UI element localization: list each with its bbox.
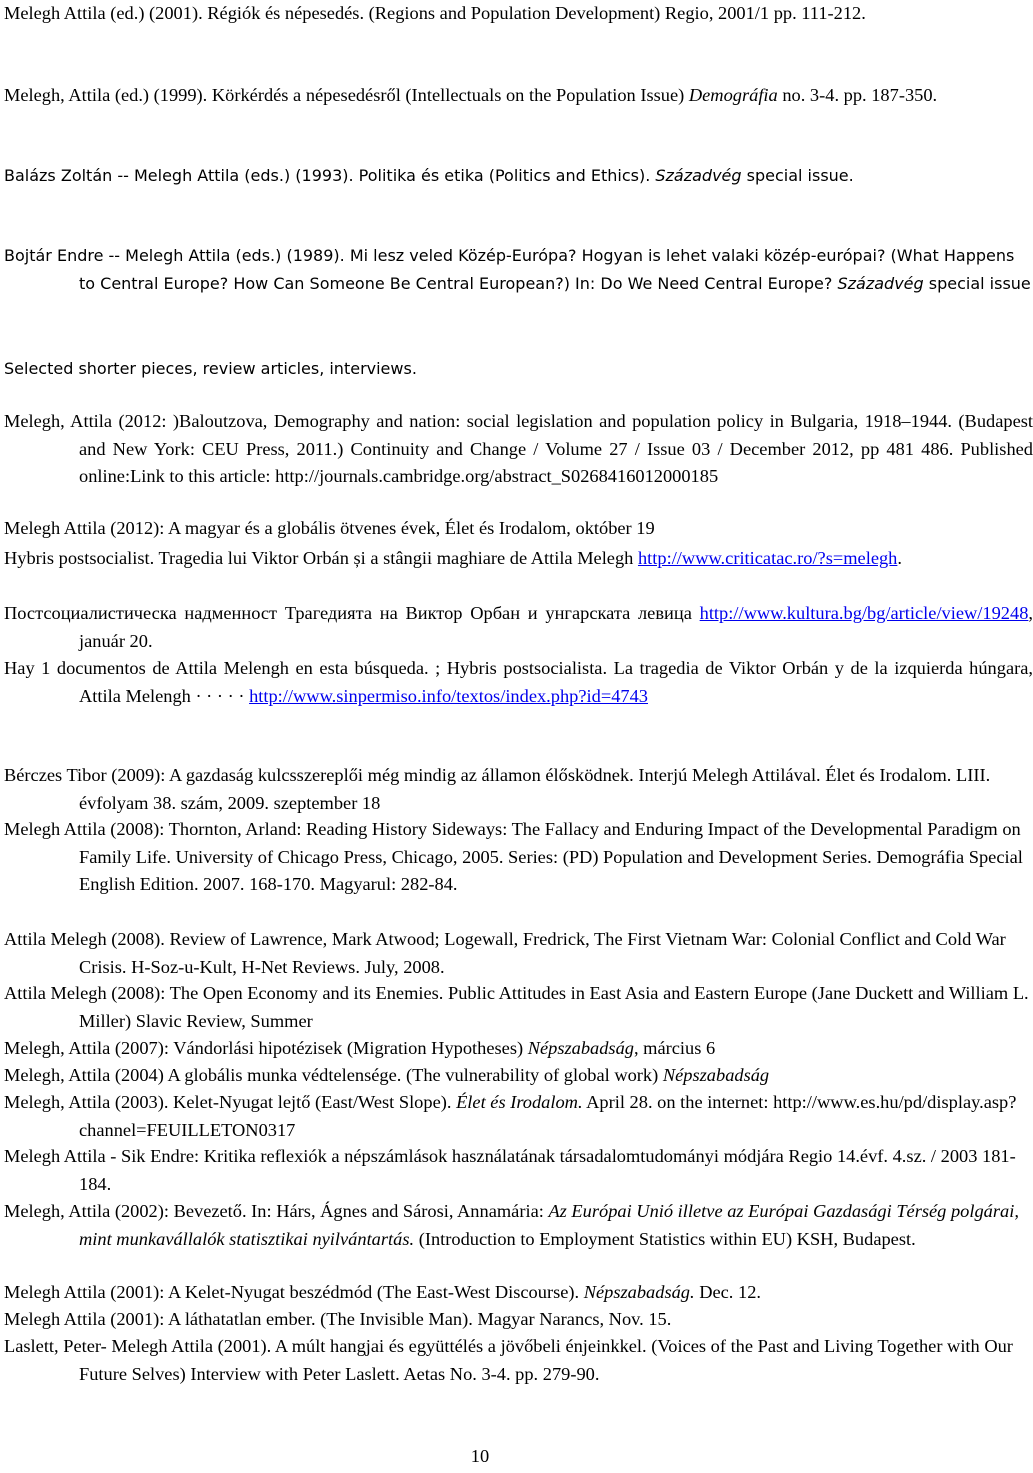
reference-entry: Melegh Attila (2012): A magyar és a globális ötvenes évek, Élet és Irodalom, október 19 bbox=[4, 518, 655, 538]
reference-entry: Hybris postsocialist. Tragedia lui Viktor Orbán și a stângii maghiare de Attila Melegh http://www.criticatac.ro/?s=melegh. bbox=[4, 548, 902, 568]
reference-entry: Bérczes Tibor (2009): A gazdaság kulcsszereplői még mindig az államon élősködnek. Interjú Melegh Attilával. Élet és Irodalom. LIII. évfolyam 38. szám, 2009. szeptember 18 bbox=[4, 765, 991, 813]
section-heading: Selected shorter pieces, review articles, interviews. bbox=[4, 359, 417, 378]
page-number: 10 bbox=[470, 1446, 490, 1466]
kultura-link[interactable]: http://www.kultura.bg/bg/article/view/19248 bbox=[699, 603, 1029, 623]
reference-entry: Attila Melegh (2008). Review of Lawrence, Mark Atwood; Logewall, Fredrick, The First Vietnam War: Colonial Conflict and Cold War Crisis. H-Soz-u-Kult, H-Net Reviews. July, 2008. bbox=[4, 929, 1006, 977]
reference-entry: Melegh, Attila (2007): Vándorlási hipotézisek (Migration Hypotheses) Népszabadság, március 6 bbox=[4, 1038, 716, 1058]
reference-entry: Melegh Attila (2001): A Kelet-Nyugat beszédmód (The East-West Discourse). Népszabadság. Dec. 12. bbox=[4, 1282, 761, 1302]
reference-entry: Melegh Attila (ed.) (2001). Régiók és népesedés. (Regions and Population Development) Regio, 2001/1 pp. 111-212. bbox=[4, 3, 866, 23]
criticatac-link[interactable]: http://www.criticatac.ro/?s=melegh bbox=[637, 548, 898, 568]
reference-entry: Melegh Attila (2001): A láthatatlan ember. (The Invisible Man). Magyar Narancs, Nov. 15. bbox=[4, 1309, 672, 1329]
reference-entry: Bojtár Endre -- Melegh Attila (eds.) (1989). Mi lesz veled Közép-Európa? Hogyan is lehet valaki közép-európai? (What Happens to Central Europe? How Can Someone Be Central European?) In: Do We Need Central Europe? Századvég special issue bbox=[4, 246, 1031, 293]
reference-entry: Laslett, Peter- Melegh Attila (2001). A múlt hangjai és együttélés a jövőbeli énjeinkkel. (Voices of the Past and Living Together with Our Future Selves) Interview with Peter Laslett. Aetas No. 3-4. pp. 279-90. bbox=[4, 1336, 1013, 1384]
reference-entry: Melegh Attila (2008): Thornton, Arland: Reading History Sideways: The Fallacy and Enduring Impact of the Developmental Paradigm on Family Life. University of Chicago Press, Chicago, 2005. Series: (PD) Population and Development Series. Demográfia Special English Edition. 2007. 168-170. Magyarul: 282-84. bbox=[4, 819, 1023, 894]
sinpermiso-link[interactable]: http://www.sinpermiso.info/textos/index.php?id=4743 bbox=[249, 685, 648, 706]
reference-entry: Melegh, Attila (2002): Bevezető. In: Hárs, Ágnes and Sárosi, Annamária: Az Európai Unió illetve az Európai Gazdasági Térség polgárai, mint munkavállalók statisztikai nyilvántartás. (Introduction to Employment Statistics within EU) KSH, Budapest. bbox=[4, 1201, 1019, 1249]
reference-entry: Melegh, Attila (ed.) (1999). Körkérdés a népesedésről (Intellectuals on the Population Issue) Demográfia no. 3-4. pp. 187-350. bbox=[4, 85, 938, 105]
reference-entry: Balázs Zoltán -- Melegh Attila (eds.) (1993). Politika és etika (Politics and Ethics). Századvég special issue. bbox=[4, 166, 854, 185]
reference-entry: Hay 1 documentos de Attila Melengh en esta búsqueda. ; Hybris postsocialista. La tragedia de Viktor Orbán y de la izquierda húngara, Attila Melengh · · · · · http://www.sinpermiso.info/textos/index.php?id=4743 bbox=[4, 658, 1033, 706]
reference-entry: Attila Melegh (2008): The Open Economy and its Enemies. Public Attitudes in East Asia and Eastern Europe (Jane Duckett and William L. Miller) Slavic Review, Summer bbox=[4, 983, 1029, 1031]
reference-entry: Melegh Attila - Sik Endre: Kritika reflexiók a népszámlások használatának társadalomtudományi módjára Regio 14.évf. 4.sz. / 2003 181-184. bbox=[4, 1146, 1016, 1194]
reference-entry: Melegh, Attila (2003). Kelet-Nyugat lejtő (East/West Slope). Élet és Irodalom. April 28. on the internet: http://www.es.hu/pd/display.asp?channel=FEUILLETON0317 bbox=[4, 1092, 1017, 1140]
reference-entry: Постсоциалистическа надменност Трагедията на Виктор Орбан и унгарската левица http://www.kultura.bg/bg/article/view/19248, január 20. bbox=[4, 603, 1033, 651]
reference-entry: Melegh, Attila (2004) A globális munka védtelensége. (The vulnerability of global work) Népszabadság bbox=[4, 1065, 770, 1085]
reference-entry: Melegh, Attila (2012: )Baloutzova, Demography and nation: social legislation and population policy in Bulgaria, 1918–1944. (Budapest and New York: CEU Press, 2011.) Continuity and Change / Volume 27 / Issue 03 / December 2012, pp 481 486. Published online:Link to this article: http://journals.cambridge.org/abstract_S0268416012000185 bbox=[4, 411, 1033, 486]
